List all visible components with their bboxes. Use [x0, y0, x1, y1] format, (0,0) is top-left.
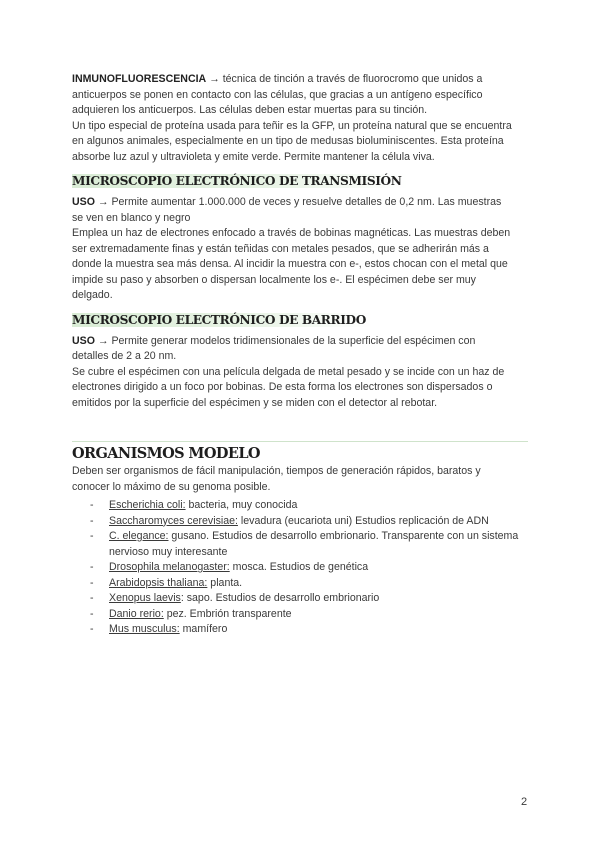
species-name: Drosophila melanogaster:: [109, 561, 230, 573]
species-name: Danio rerio:: [109, 607, 164, 620]
species-name: C. elegance:: [109, 530, 169, 542]
species-name: Mus musculus:: [109, 623, 180, 635]
sem-uso-label: USO: [72, 334, 95, 347]
tem-line-1: [72, 195, 528, 211]
species-desc: bacteria, muy conocida: [185, 499, 298, 511]
sem-line-4: electrones dirigido a un foco por bobinas. De esta forma los electrones son dispersados o: [72, 381, 493, 393]
species-desc-cont: nervioso muy interesante: [109, 545, 228, 558]
sem-heading: [72, 312, 528, 328]
species-desc: mamífero: [179, 623, 228, 635]
organismos-line-2: conocer lo máximo de su genoma posible.: [72, 480, 271, 493]
tem-text-1: Permite aumentar 1.000.000 de veces y resuelve detalles de 0,2 nm. Las muestras: [111, 196, 502, 208]
sem-line-2: detalles de 2 a 20 nm.: [72, 350, 177, 362]
inmuno-line-5: en algunos animales, especialmente en un tipo de medusas bioluminiscentes. Esta proteína: [72, 135, 504, 147]
species-name: Arabidopsis thaliana:: [109, 576, 208, 589]
dash-bullet: -: [90, 499, 94, 511]
species-desc: pez. Embrión transparente: [163, 607, 292, 620]
sem-section: [72, 312, 528, 412]
organismos-section: [72, 444, 528, 638]
inmuno-term: INMUNOFLUORESCENCIA: [72, 73, 207, 85]
species-desc: levadura (eucariota uni) Estudios replicación de ADN: [237, 514, 489, 527]
species-desc: planta.: [207, 576, 243, 589]
page-content: [72, 72, 528, 638]
tem-uso-label: USO: [72, 196, 95, 208]
inmuno-line-2: anticuerpos se ponen en contacto con las células, que gracias a un antígeno específico: [72, 88, 483, 101]
tem-line-2: se ven en blanco y negro: [72, 211, 191, 224]
dash-bullet: -: [90, 592, 94, 604]
list-item: [90, 607, 528, 623]
inmunofluorescencia-section: [72, 72, 528, 165]
organismos-heading: ORGANISMOS MODELO: [72, 445, 260, 462]
inmuno-text-1: técnica de tinción a través de fluorocromo que unidos a: [222, 73, 483, 85]
list-item: [90, 560, 528, 576]
tem-line-4: ser extremadamente finas y están teñidas con metales pesados, que se adherirán más a: [72, 242, 489, 255]
list-item: [90, 514, 528, 530]
inmuno-line-1: [72, 72, 528, 88]
tem-line-3: Emplea un haz de electrones enfocado a través de bobinas magnéticas. Las muestras deben: [72, 227, 511, 239]
dash-bullet: -: [90, 623, 94, 635]
tem-heading-text: MICROSCOPIO ELECTRÓNICO DE TRANSMISIÓN: [72, 174, 408, 188]
list-item: [90, 591, 528, 607]
species-name: Saccharomyces cerevisiae:: [109, 514, 238, 527]
dash-bullet: -: [90, 530, 94, 542]
tem-line-7: delgado.: [72, 289, 113, 301]
list-item: [90, 498, 528, 514]
page-number: 2: [521, 796, 528, 808]
sem-text-1: Permite generar modelos tridimensionales de la superficie del espécimen con: [111, 334, 476, 347]
organismos-list: [72, 498, 528, 638]
arrow-icon: →: [209, 73, 220, 85]
tem-section: [72, 173, 528, 304]
species-name: Escherichia coli:: [109, 499, 186, 511]
arrow-icon: →: [97, 196, 109, 208]
dash-bullet: -: [90, 514, 94, 527]
sem-line-5: emitidos por la superficie del espécimen y se miden con el detector al rebotar.: [72, 396, 438, 409]
inmuno-line-6: absorbe luz azul y ultravioleta y emite verde. Permite mantener la célula viva.: [72, 150, 435, 163]
dash-bullet: -: [90, 576, 94, 589]
species-desc: : sapo. Estudios de desarrollo embrionario: [180, 592, 380, 604]
dash-bullet: -: [90, 561, 94, 573]
species-desc: gusano. Estudios de desarrollo embrionario. Transparente con un sistema: [168, 530, 519, 542]
sem-heading-text: MICROSCOPIO ELECTRÓNICO DE BARRIDO: [72, 313, 372, 327]
dash-bullet: -: [90, 607, 94, 620]
sem-line-3: Se cubre el espécimen con una película delgada de metal pesado y se incide con un haz de: [72, 365, 505, 378]
arrow-icon: →: [97, 334, 109, 347]
list-item: [90, 576, 528, 592]
inmuno-line-4: Un tipo especial de proteína usada para teñir es la GFP, un proteína natural que se encuentra: [72, 119, 512, 132]
tem-line-5: donde la muestra sea más densa. Al incidir la muestra con e-, estos chocan con el metal que: [72, 258, 508, 270]
list-item: [90, 622, 528, 638]
tem-heading: [72, 173, 528, 189]
species-name: Xenopus laevis: [109, 592, 181, 604]
list-item: [90, 529, 528, 560]
inmuno-line-3: adquieren los anticuerpos. Las células deben estar muertas para su tinción.: [72, 104, 428, 116]
organismos-line-1: Deben ser organismos de fácil manipulación, tiempos de generación rápidos, baratos y: [72, 465, 481, 477]
tem-line-6: impide su paso y absorben o dispersan localmente los e-. El espécimen debe ser muy: [72, 273, 476, 286]
sem-line-1: [72, 334, 528, 350]
section-divider: [72, 441, 528, 442]
species-desc: mosca. Estudios de genética: [229, 561, 369, 573]
